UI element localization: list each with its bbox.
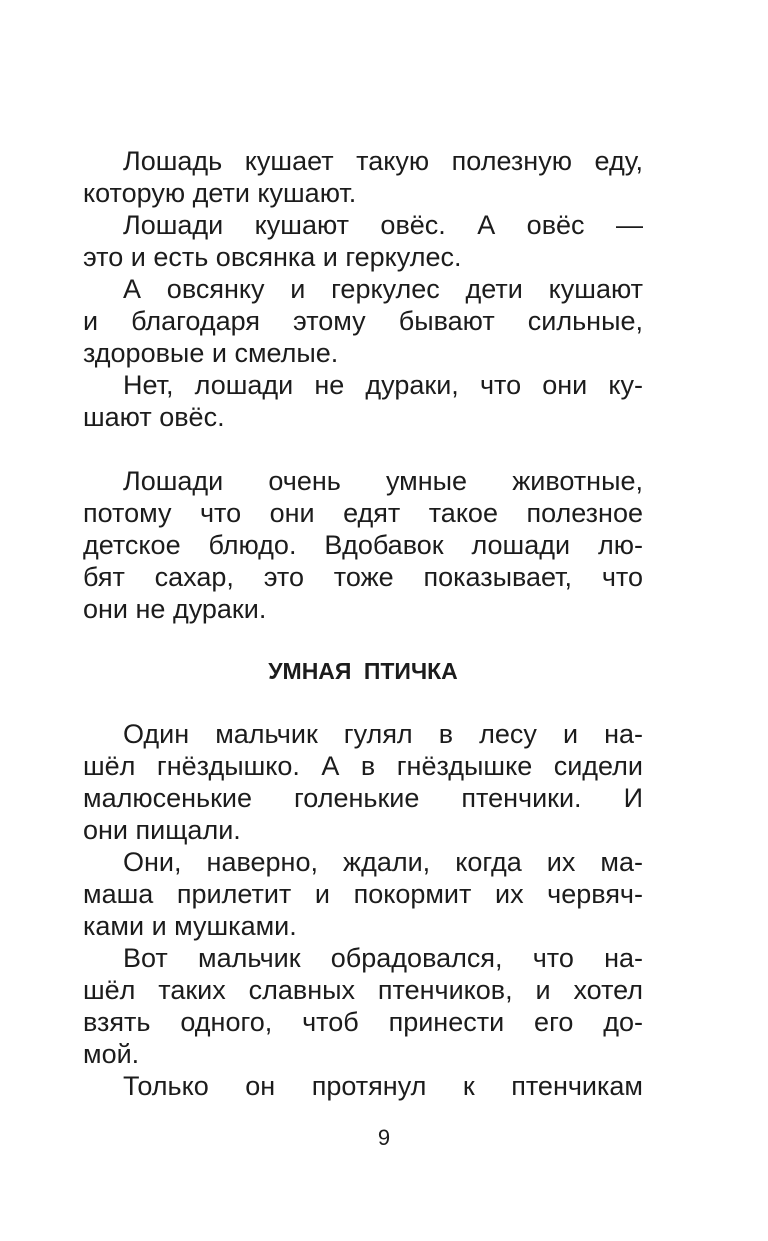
text-line: маша прилетит и покормит их червяч-	[83, 879, 643, 909]
text-line: мой.	[83, 1039, 140, 1069]
text-line: бят сахар, это тоже показывает, что	[83, 562, 643, 592]
text-line: шают овёс.	[83, 402, 225, 432]
page-number: 9	[377, 1125, 391, 1150]
text-line: Один мальчик гулял в лесу и на-	[123, 719, 643, 749]
text-line: взять одного, чтоб принести его до-	[83, 1007, 643, 1037]
text-line: и благодаря этому бывают сильные,	[83, 306, 643, 336]
text-line: это и есть овсянка и геркулес.	[83, 242, 462, 272]
text-line: они не дураки.	[83, 594, 267, 624]
text-line: Вот мальчик обрадовался, что на-	[123, 943, 643, 973]
text-line: ками и мушками.	[83, 911, 297, 941]
text-line: шёл гнёздышко. А в гнёздышке сидели	[83, 751, 643, 781]
text-line: которую дети кушают.	[83, 178, 357, 208]
text-line: Нет, лошади не дураки, что они ку-	[123, 370, 643, 400]
text-line: Лошадь кушает такую полезную еду,	[123, 146, 643, 176]
text-line: Лошади кушают овёс. А овёс —	[123, 210, 643, 240]
story-title: УМНАЯ ПТИЧКА	[268, 658, 458, 684]
text-line: шёл таких славных птенчиков, и хотел	[83, 975, 643, 1005]
text-line: детское блюдо. Вдобавок лошади лю-	[83, 530, 643, 560]
text-line: А овсянку и геркулес дети кушают	[123, 274, 643, 304]
text-line: здоровые и смелые.	[83, 338, 339, 368]
text-line: потому что они едят такое полезное	[83, 498, 643, 528]
text-line: Лошади очень умные животные,	[123, 466, 643, 496]
text-line: Только он протянул к птенчикам	[123, 1071, 643, 1101]
text-line: малюсенькие голенькие птенчики. И	[83, 783, 643, 813]
text-line: Они, наверно, ждали, когда их ма-	[123, 847, 643, 877]
text-line: они пищали.	[83, 815, 241, 845]
